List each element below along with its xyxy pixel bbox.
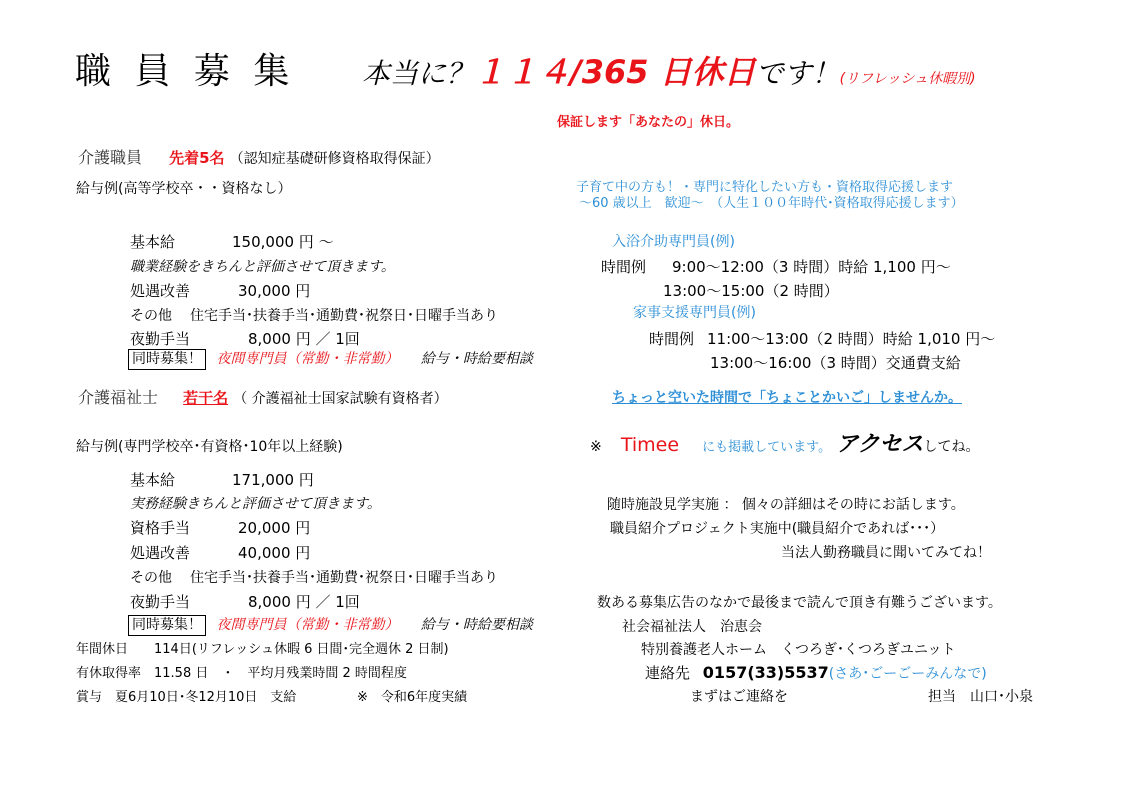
phone-mnemonic: (さあ･ごーごーみんなで) (828, 666, 987, 682)
care-staff-treatment-value: 30,000 円 (238, 282, 311, 300)
bonus-info: 賞与 夏6月10日･冬12月10日 支給 (76, 690, 297, 705)
facility-name: 特別養護老人ホーム くつろぎ･くつろぎユニット (641, 642, 956, 658)
housework-slot-1: 11:00～13:00（2 時間）時給 1,010 円～ (707, 330, 996, 348)
headline-prefix: 本当に？ (362, 57, 475, 90)
care-staff-concurrent (128, 352, 533, 366)
bath-hours-label: 時間例 (601, 258, 647, 276)
call-first: まずはご連絡を (690, 689, 788, 705)
certified-other-label: その他 (130, 570, 172, 586)
referral-info: 職員紹介プロジェクト実施中(職員紹介であれば･･･） (610, 521, 945, 537)
headline (362, 53, 976, 91)
thanks-text: 数ある募集広告のなかで最後まで読んで頂き有難うございます。 (597, 595, 1002, 611)
certified-concurrent (128, 618, 533, 632)
certified-salary-example: 給与例(専門学校卒･有資格･10年以上経験) (76, 439, 343, 455)
annual-holidays: 年間休日 114日(リフレッシュ休暇 6 日間･完全週休 2 日制) (76, 642, 449, 657)
care-staff-treatment-label: 処遇改善 (130, 282, 191, 300)
certified-quota-note: （ 介護福祉士国家試験有資格者） (233, 391, 448, 407)
timee-line (590, 434, 980, 456)
contact-label: 連絡先 (645, 664, 691, 682)
care-staff-other-value: 住宅手当･扶養手当･通勤費･祝祭日･日曜手当あり (190, 308, 498, 324)
paid-leave-stats: 有休取得率 11.58 日 ・ 平均月残業時間 2 時間程度 (76, 666, 407, 681)
timee-name[interactable]: Timee (620, 434, 680, 456)
certified-base-value: 171,000 円 (232, 471, 314, 489)
headline-days: １１４/365 日休日 (474, 53, 756, 91)
care-staff-night-value: 8,000 円 ／ 1回 (248, 330, 360, 348)
care-staff-heading (78, 150, 440, 166)
bath-slot-2: 13:00～15:00（2 時間） (663, 282, 839, 300)
certified-treatment-label: 処遇改善 (130, 544, 191, 562)
phone-number[interactable]: 0157(33)5537 (702, 663, 829, 682)
care-staff-night-label: 夜勤手当 (130, 330, 191, 348)
bath-slot-1: 9:00～12:00（3 時間）時給 1,100 円～ (672, 258, 951, 276)
timee-listed: にも掲載しています。 (702, 440, 832, 455)
ask-info: 当法人勤務職員に聞いてみてね！ (781, 545, 991, 561)
free-time-link[interactable]: ちょっと空いた時間で「ちょことかいご」しませんか。 (612, 390, 962, 406)
housework-specialist-title: 家事支援専門員(例) (633, 305, 756, 321)
certified-experience-note: 実務経験きちんと評価させて頂きます。 (130, 496, 381, 512)
timee-access: アクセス (836, 432, 924, 457)
certified-qualification-value: 20,000 円 (238, 519, 311, 537)
certified-night-label: 夜勤手当 (130, 593, 191, 611)
certified-night-value: 8,000 円 ／ 1回 (248, 593, 360, 611)
care-staff-salary-example: 給与例(高等学校卒・・資格なし） (76, 181, 292, 197)
corporation-name: 社会福祉法人 治恵会 (622, 619, 762, 635)
care-staff-quota-note: （認知症基礎研修資格取得保証） (229, 151, 440, 167)
certified-other-value: 住宅手当･扶養手当･通勤費･祝祭日･日曜手当あり (190, 570, 498, 586)
care-staff-concurrent-value: 夜間専門員（常勤・非常勤） (216, 351, 399, 367)
care-staff-concurrent-note: 給与・時給要相談 (420, 351, 533, 367)
care-staff-base-label: 基本給 (130, 233, 176, 251)
certified-concurrent-label: 同時募集！ (128, 615, 206, 636)
care-staff-base-value: 150,000 円 ～ (232, 233, 334, 251)
certified-label: 介護福祉士 (78, 388, 159, 407)
certified-concurrent-value: 夜間専門員（常勤・非常勤） (216, 617, 399, 633)
bath-specialist-title: 入浴介助専門員(例) (612, 234, 735, 250)
welcome-line-2: ～60 歳以上 歓迎～ （人生１００年時代･資格取得応援します） (579, 196, 964, 211)
timee-suffix: してね。 (923, 439, 980, 455)
certified-treatment-value: 40,000 円 (238, 544, 311, 562)
care-staff-other-label: その他 (130, 308, 172, 324)
welcome-line-1: 子育て中の方も！・専門に特化したい方も・資格取得応援します (576, 180, 954, 195)
care-staff-concurrent-label: 同時募集！ (128, 349, 206, 370)
timee-mark: ※ (590, 439, 602, 455)
headline-note: (リフレッシュ休暇別) (839, 71, 976, 87)
page-title: 職 員 募 集 (75, 51, 296, 92)
certified-concurrent-note: 給与・時給要相談 (420, 617, 533, 633)
certified-qualification-label: 資格手当 (130, 519, 191, 537)
tour-info: 随時施設見学実施 ： 個々の詳細はその時にお話します。 (607, 497, 965, 513)
certified-base-label: 基本給 (130, 471, 176, 489)
certified-quota: 若干名 (183, 389, 229, 407)
guarantee-text: 保証します「あなたの」休日。 (557, 115, 740, 130)
bonus-note: ※ 令和6年度実績 (357, 690, 468, 705)
care-staff-quota: 先着5名 (169, 149, 225, 167)
headline-suffix: です！ (755, 57, 840, 90)
certified-heading (78, 390, 448, 406)
contact-line (645, 665, 987, 681)
housework-slot-2: 13:00～16:00（3 時間）交通費支給 (710, 354, 961, 372)
housework-hours-label: 時間例 (649, 330, 695, 348)
contact-person: 担当 山口･小泉 (928, 689, 1033, 705)
care-staff-experience-note: 職業経験をきちんと評価させて頂きます。 (130, 259, 395, 275)
care-staff-label: 介護職員 (78, 148, 143, 167)
